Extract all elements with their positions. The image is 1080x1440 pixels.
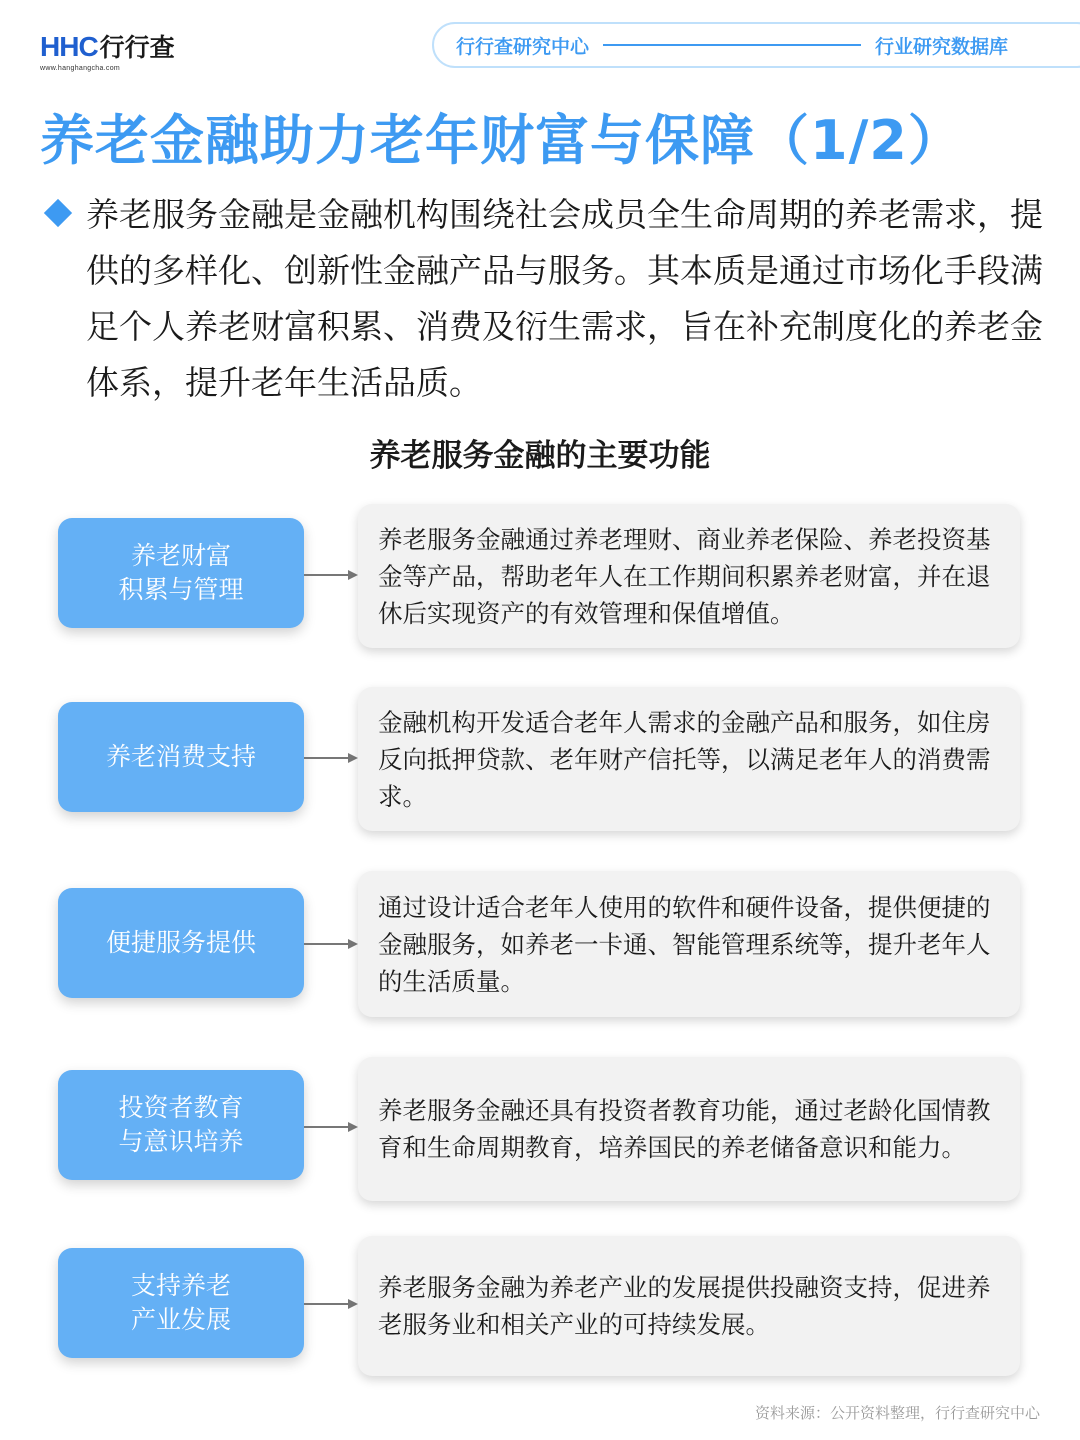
function-row — [0, 868, 1080, 1018]
diamond-bullet-icon — [44, 199, 72, 227]
logo-url: www.hanghangcha.com — [40, 65, 121, 72]
brand-logo — [40, 28, 200, 72]
function-description: 通过设计适合老年人使用的软件和硬件设备，提供便捷的金融服务，如养老一卡通、智能管理系统等，提升老年人的生活质量。 — [358, 871, 1020, 1017]
database-label: 行业研究数据库 — [875, 35, 1009, 58]
logo-chinese-text: 行行查 — [99, 33, 175, 62]
source-note: 资料来源：公开资料整理，行行查研究中心 — [754, 1404, 1040, 1422]
section-title: 养老服务金融的主要功能 — [369, 438, 711, 474]
page-title: 养老金融助力老年财富与保障（1/2） — [40, 109, 963, 172]
function-label: 便捷服务提供 — [58, 888, 304, 998]
function-description: 养老服务金融为养老产业的发展提供投融资支持，促进养老服务业和相关产业的可持续发展。 — [358, 1236, 1020, 1376]
function-row — [0, 684, 1080, 834]
function-label: 投资者教育 与意识培养 — [58, 1070, 304, 1180]
function-description: 养老服务金融通过养老理财、商业养老保险、养老投资基金等产品，帮助老年人在工作期间积累养老财富，并在退休后实现资产的有效管理和保值增值。 — [358, 504, 1020, 648]
arrow-right-icon — [304, 1297, 358, 1311]
arrow-right-icon — [304, 568, 358, 582]
arrow-right-icon — [304, 1120, 358, 1134]
function-label: 养老财富 积累与管理 — [58, 518, 304, 628]
function-description: 养老服务金融还具有投资者教育功能，通过老龄化国情教育和生命周期教育，培养国民的养老储备意识和能力。 — [358, 1057, 1020, 1201]
function-label: 支持养老 产业发展 — [58, 1248, 304, 1358]
header-banner — [432, 22, 1080, 68]
function-label: 养老消费支持 — [58, 702, 304, 812]
research-center-label: 行行查研究中心 — [456, 35, 590, 58]
function-description: 金融机构开发适合老年人需求的金融产品和服务，如住房反向抵押贷款、老年财产信托等，以满足老年人的消费需求。 — [358, 687, 1020, 831]
banner-divider-line — [603, 44, 861, 46]
logo-latin-text: HHC — [40, 31, 98, 62]
arrow-right-icon — [304, 751, 358, 765]
function-row — [0, 1232, 1080, 1382]
function-row — [0, 1054, 1080, 1204]
intro-paragraph: 养老服务金融是金融机构围绕社会成员全生命周期的养老需求，提供的多样化、创新性金融产品与服务。其本质是通过市场化手段满足个人养老财富积累、消费及衍生需求，旨在补充制度化的养老金体系，提升老年生活品质。 — [86, 195, 1043, 402]
arrow-right-icon — [304, 937, 358, 951]
function-row — [0, 500, 1080, 650]
